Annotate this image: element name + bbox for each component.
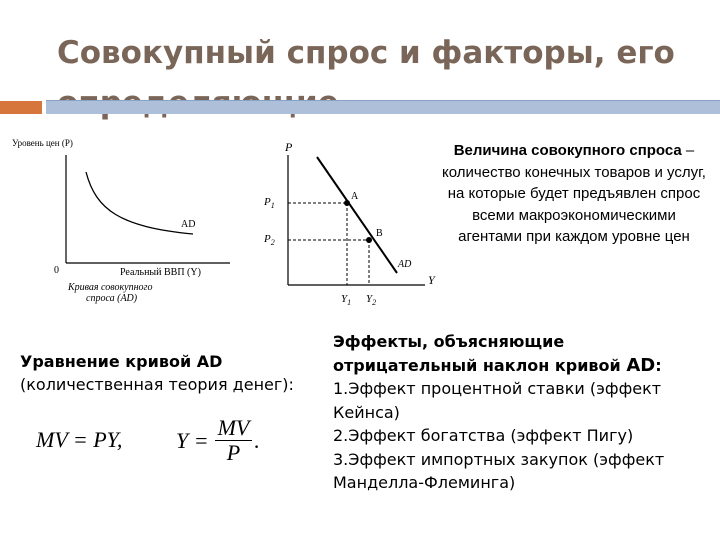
formula-fraction [215, 416, 253, 465]
definition-term: Величина совокупного спроса [453, 142, 682, 159]
definition-text [440, 140, 708, 248]
accent-bar-blue [46, 101, 720, 114]
left-caption-line2: спроса (AD) [86, 293, 138, 304]
definition-body: – количество конечных товаров и услуг, на которые будет предъявлен спрос всеми макроэкономическими агентами при каждом уровне цен [442, 142, 706, 245]
left-ad-label: AD [181, 219, 196, 230]
formula-end: . [254, 427, 260, 453]
effect-item-1: 1.Эффект процентной ставки (эффект Кейнса) [333, 379, 662, 422]
left-origin-label: 0 [54, 265, 59, 276]
formula-numerator: MV [215, 416, 253, 441]
effects-block [333, 330, 713, 495]
left-caption-line1: Кривая совокупного [68, 282, 153, 293]
ad-curve-graph [8, 135, 238, 315]
ad-points-graph [255, 135, 445, 315]
y1-label: $Y_1$ [341, 293, 352, 307]
p1-label: $P_1$ [264, 196, 275, 210]
effect-item-2: 2.Эффект богатства (эффект Пигу) [333, 426, 634, 445]
left-graph-ylabel: Уровень цен (P) [12, 138, 73, 148]
equation-subheading: (количественная теория денег): [20, 375, 294, 394]
effects-heading: Эффекты, объясняющие отрицательный наклон кривой AD: [333, 332, 662, 376]
right-ad-label: AD [398, 259, 412, 270]
p2-label: $P_2$ [264, 233, 275, 247]
equation-label [20, 350, 320, 396]
equation-heading: Уравнение кривой AD [20, 352, 223, 371]
effect-item-3: 3.Эффект импортных закупок (эффект Манделла-Флеминга) [333, 449, 665, 492]
right-x-axis-label: Y [428, 273, 435, 287]
slide-title: Совокупный спрос и факторы, его [57, 35, 675, 71]
formula-denominator: P [226, 440, 241, 465]
formula-mv-py: MV = PY, [36, 427, 123, 452]
left-graph-xlabel: Реальный ВВП (Y) [120, 267, 201, 278]
point-b [366, 237, 372, 243]
point-b-label: B [376, 228, 383, 239]
point-a-label: A [351, 191, 359, 202]
left-ad-curve [86, 172, 196, 234]
y2-label: $Y_2$ [366, 293, 377, 307]
formula-y-lhs: Y = [176, 427, 209, 453]
right-ad-line [317, 157, 397, 273]
right-y-axis-label: P [285, 140, 293, 154]
accent-bar-orange [0, 101, 42, 114]
point-a [344, 200, 350, 206]
formula-y-fraction [176, 416, 260, 465]
